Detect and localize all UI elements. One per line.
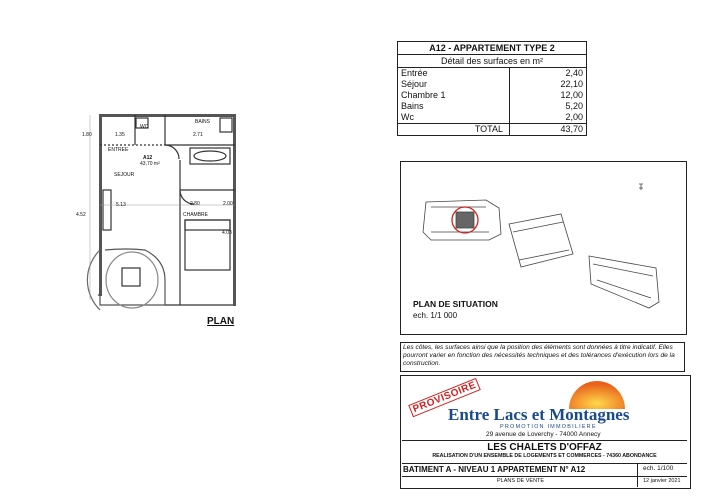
footer-row — [402, 476, 687, 487]
plan-dim: 1.80 — [82, 132, 92, 138]
total-row — [398, 124, 586, 136]
divider — [637, 464, 638, 476]
row-label: Wc — [401, 112, 414, 122]
surfaces-subtitle: Détail des surfaces en m² — [398, 55, 586, 68]
surfaces-title: A12 - APPARTEMENT TYPE 2 — [398, 42, 586, 55]
disclaimer: Les côtes, les surfaces ainsi que la position des éléments sont données à titre indicatif. Elles pourront varier en fonction des nécessités techniques et des tolérances d'exécution lors de la construction. — [400, 342, 685, 372]
row-value: 22,10 — [510, 79, 587, 90]
row-value: 2,40 — [510, 68, 587, 79]
room-label-bains: BAINS — [195, 119, 211, 125]
table-row — [398, 68, 586, 79]
total-label: TOTAL — [398, 124, 510, 136]
program-block — [402, 441, 687, 464]
document-type: PLANS DE VENTE — [497, 478, 545, 484]
program-description: REALISATION D'UN ENSEMBLE DE LOGEMENTS ET COMMERCES - 74360 ABONDANCE — [432, 453, 657, 459]
document-date: 12 janvier 2021 — [643, 478, 681, 484]
room-label-chambre: CHAMBRE — [183, 212, 209, 218]
plan-dim: 4.52 — [76, 212, 86, 218]
row-value: 2,00 — [510, 112, 587, 124]
room-label-entree: ENTREE — [108, 147, 129, 153]
total-value: 43,70 — [510, 124, 587, 136]
row-label: Entrée — [401, 68, 428, 78]
building-label: BATIMENT A - NIVEAU 1 APPARTEMENT N° A12 — [403, 465, 586, 474]
row-label: Bains — [401, 101, 424, 111]
plan-dim: 1.35 — [115, 132, 125, 138]
table-row — [398, 79, 586, 90]
logo-area — [402, 377, 687, 441]
situation-plan — [400, 161, 687, 335]
plan-dim: 5.13 — [116, 202, 126, 208]
brand-tagline: PROMOTION IMMOBILIERE — [500, 424, 597, 430]
floor-plan-drawing — [70, 100, 250, 320]
plan-scale: ech. 1/100 — [643, 465, 674, 472]
table-row — [398, 101, 586, 112]
unit-label: A12 — [143, 155, 153, 161]
row-label: Séjour — [401, 79, 428, 89]
row-value: 12,00 — [510, 90, 587, 101]
row-value: 5,20 — [510, 101, 587, 112]
plan-dim: 2.80 — [190, 201, 200, 207]
situation-scale: ech. 1/1 000 — [413, 311, 458, 320]
program-name: LES CHALETS D'OFFAZ — [487, 442, 602, 453]
unit-area: 43,70 m² — [140, 161, 160, 167]
row-label: Chambre 1 — [401, 90, 446, 100]
plan-title: PLAN — [207, 316, 235, 327]
table-row — [398, 90, 586, 101]
divider — [637, 476, 638, 487]
room-label-wc: WC — [140, 124, 149, 130]
plan-dim: 4.03 — [222, 230, 232, 236]
title-block — [400, 375, 691, 489]
brand-name: Entre Lacs et Montagnes — [448, 405, 630, 424]
situation-title: PLAN DE SITUATION — [413, 299, 498, 309]
brand-address: 29 avenue de Loverchy - 74000 Annecy — [486, 431, 601, 438]
provisional-stamp: PROVISOIRE — [408, 378, 481, 417]
room-label-sejour: SEJOUR — [114, 172, 135, 178]
table-row — [398, 112, 586, 124]
plan-dim: 2.00 — [223, 201, 233, 207]
plan-dim: 2.71 — [193, 132, 203, 138]
surfaces-table — [397, 41, 587, 136]
